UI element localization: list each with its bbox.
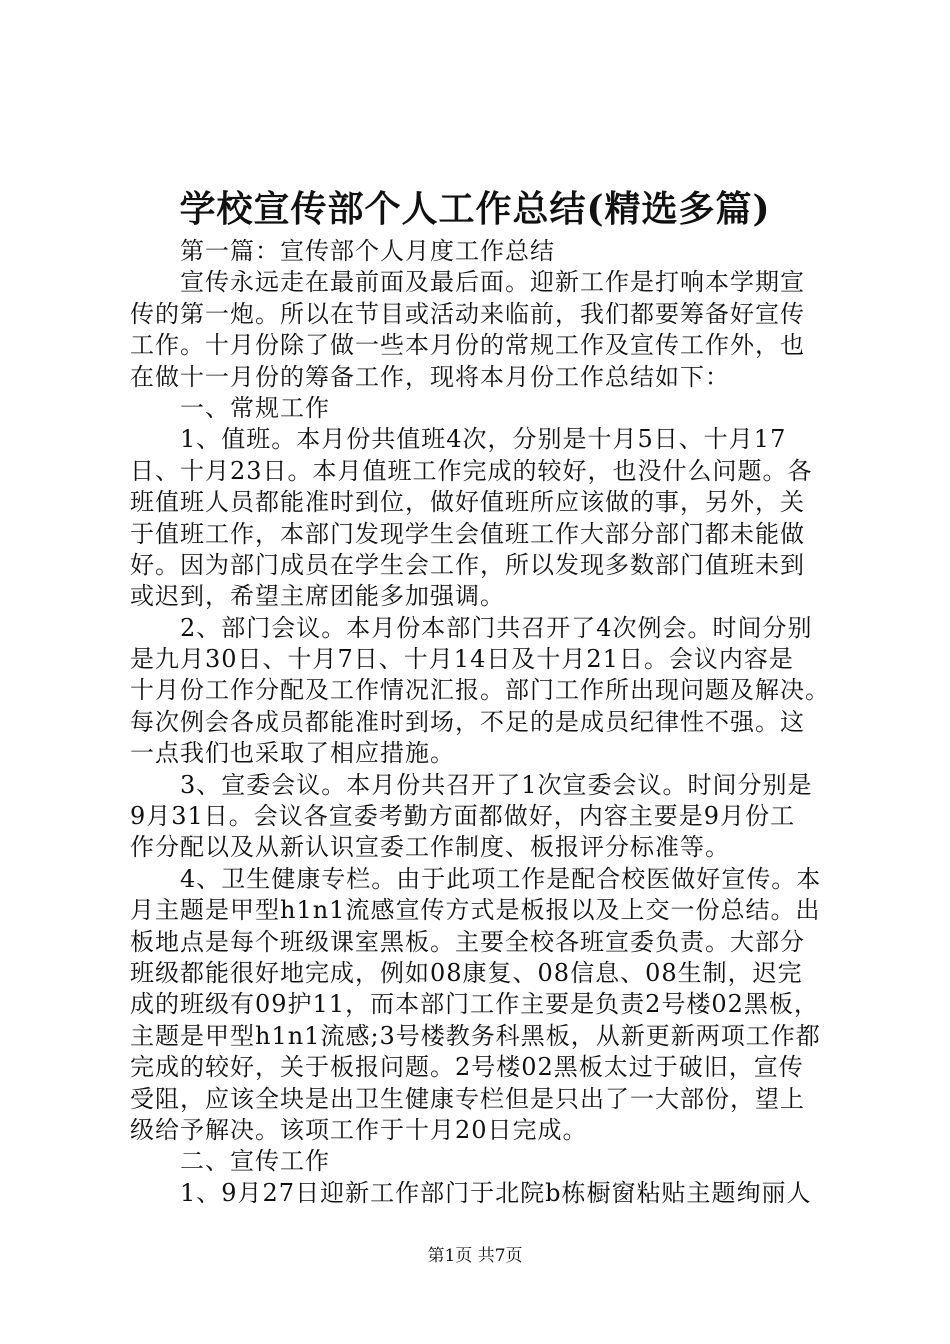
body-line: 3、宣委会议。本月份共召开了1次宣委会议。时间分别是: [180, 770, 813, 799]
body-line: 每次例会各成员都能准时到场，不足的是成员纪律性不强。这: [130, 707, 805, 736]
body-line: 一、常规工作: [180, 393, 330, 422]
body-line: 二、宣传工作: [180, 1147, 330, 1176]
body-line: 十月份工作分配及工作情况汇报。部门工作所出现问题及解决。: [130, 676, 830, 705]
body-line: 宣传永远走在最前面及最后面。迎新工作是打响本学期宣: [180, 268, 805, 297]
page-footer: 第1页 共7页: [427, 1246, 523, 1266]
body-line: 2、部门会议。本月份本部门共召开了4次例会。时间分别: [180, 613, 813, 642]
body-line: 是九月30日、十月7日、十月14日及十月21日。会议内容是: [130, 645, 794, 674]
body-line: 月主题是甲型h1n1流感宣传方式是板报以及上交一份总结。出: [130, 896, 821, 925]
document-title: 学校宣传部个人工作总结(精选多篇): [179, 188, 771, 230]
body-line: 受阻，应该全块是出卫生健康专栏但是只出了一大部份，望上: [130, 1084, 805, 1113]
body-line: 成的班级有09护11，而本部门工作主要是负责2号楼02黑板，: [130, 990, 819, 1019]
body-line: 日、十月23日。本月值班工作完成的较好，也没什么问题。各: [130, 456, 813, 485]
body-line: 9月31日。会议各宣委考勤方面都做好，内容主要是9月份工: [130, 802, 796, 831]
body-line: 在做十一月份的筹备工作，现将本月份工作总结如下：: [130, 362, 730, 391]
body-line: 级给予解决。该项工作于十月20日完成。: [130, 1115, 588, 1144]
body-line: 1、值班。本月份共值班4次，分别是十月5日、十月17: [180, 425, 787, 454]
body-line: 完成的较好，关于板报问题。2号楼02黑板太过于破旧，宣传: [130, 1053, 804, 1082]
body-line: 好。因为部门成员在学生会工作，所以发现多数部门值班未到: [130, 550, 805, 579]
body-line: 1、9月27日迎新工作部门于北院b栋橱窗粘贴主题绚丽人: [180, 1178, 812, 1207]
body-line: 或迟到，希望主席团能多加强调。: [130, 582, 505, 611]
body-line: 班级都能很好地完成，例如08康复、08信息、08生制，迟完: [130, 958, 803, 987]
body-line: 4、卫生健康专栏。由于此项工作是配合校医做好宣传。本: [180, 864, 822, 893]
body-line: 于值班工作，本部门发现学生会值班工作大部分部门都未能做: [130, 519, 805, 548]
body-line: 主题是甲型h1n1流感;3号楼教务科黑板，从新更新两项工作都: [130, 1021, 821, 1050]
document-body: [130, 236, 830, 1209]
body-line: 传的第一炮。所以在节目或活动来临前，我们都要筹备好宣传: [130, 299, 805, 328]
body-line: 工作。十月份除了做一些本月份的常规工作及宣传工作外，也: [130, 331, 805, 360]
body-line: 第一篇：宣传部个人月度工作总结: [180, 237, 555, 265]
body-line: 板地点是每个班级课室黑板。主要全校各班宣委负责。大部分: [130, 927, 805, 956]
body-line: 一点我们也采取了相应措施。: [130, 739, 455, 768]
body-line: 班值班人员都能准时到位，做好值班所应该做的事，另外，关: [130, 488, 805, 517]
body-line: 作分配以及从新认识宣委工作制度、板报评分标准等。: [130, 833, 730, 862]
